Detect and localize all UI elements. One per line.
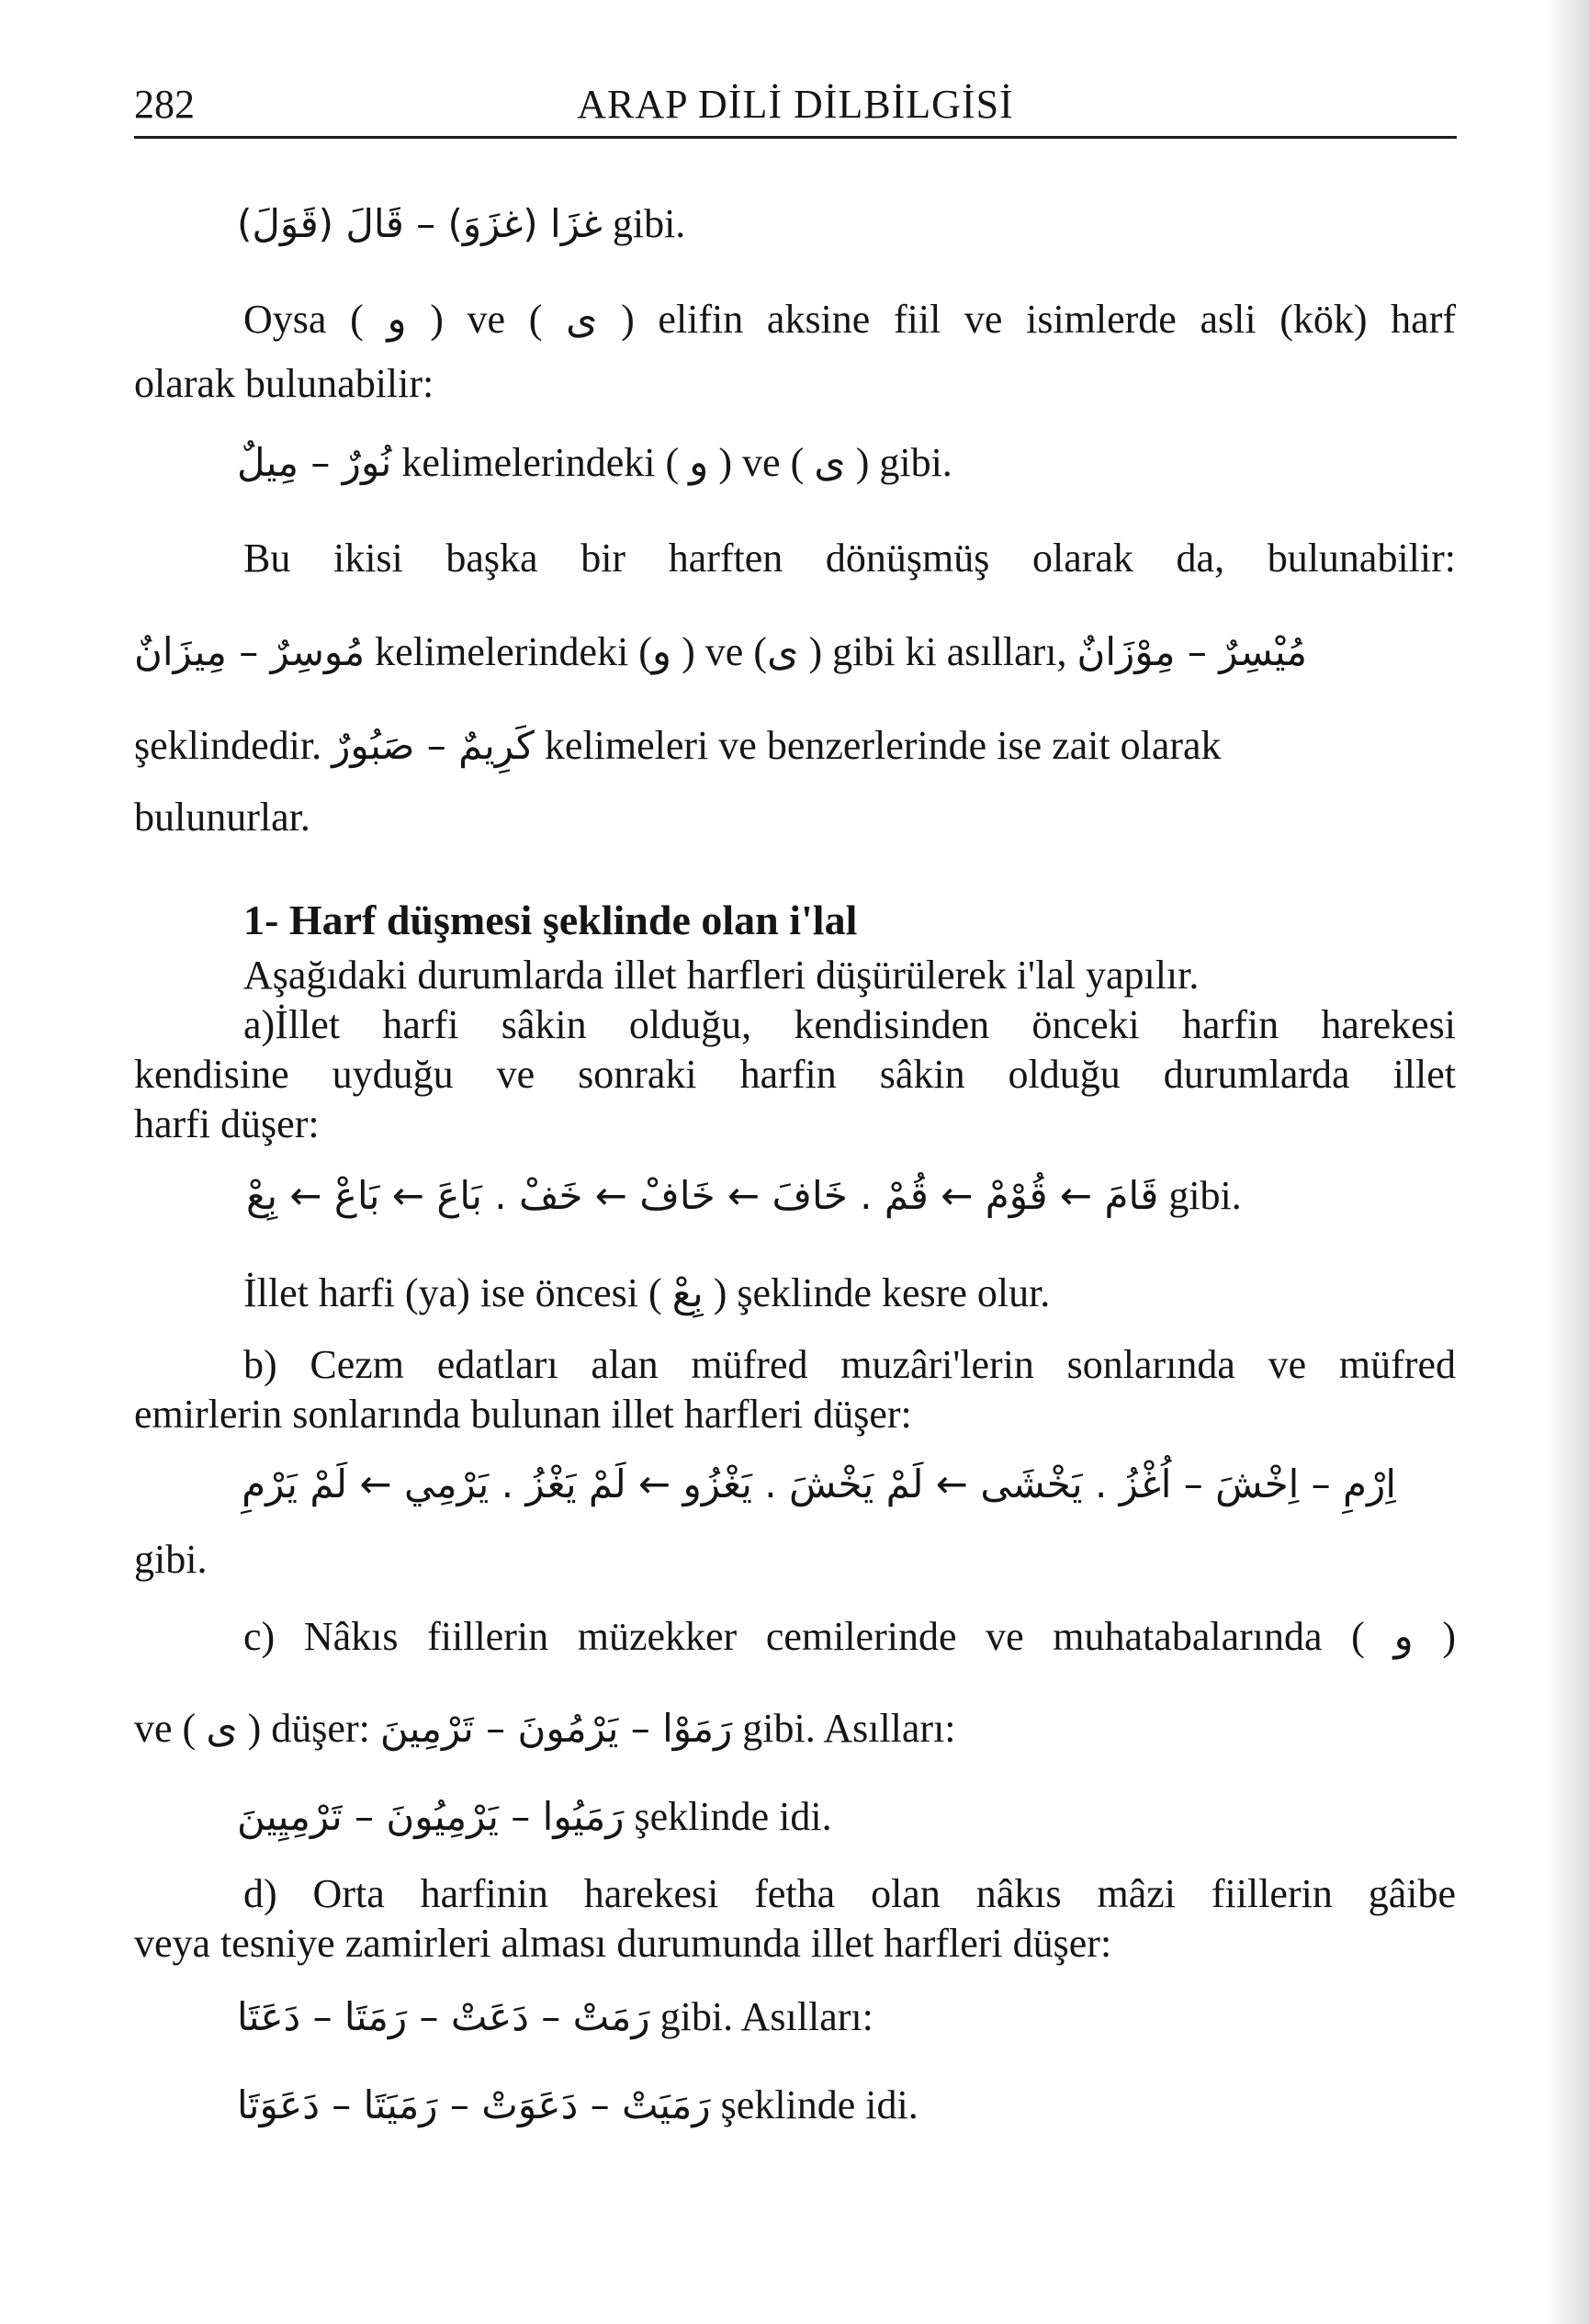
example-line-5 <box>237 1793 832 1841</box>
example-line-2 <box>237 439 952 487</box>
text: ve ( ى ) düşer: <box>134 1706 380 1751</box>
paragraph-line: Bu ikisi başka bir harften dönüşmüş olarak da, bulunabilir: <box>243 536 1456 581</box>
arabic-text: اِرْمِ – اِخْشَ – اُغْزُ . يَخْشَى ← لَمْ يَخْشَ . يَغْزُو ← لَمْ يَغْزُ . يَرْمِي ← لَمْ يَرْمِ <box>242 1461 1396 1506</box>
text: ) şeklinde kesre olur. <box>703 1270 1051 1315</box>
mixed-line <box>134 1705 956 1753</box>
text: şeklindedir. <box>134 723 322 768</box>
page-number: 282 <box>134 82 195 127</box>
paragraph-line: c) Nâkıs fiillerin müzekker cemilerinde ve muhatabalarında ( و ) <box>243 1614 1456 1659</box>
paragraph-line: a)İllet harfi sâkin olduğu, kendisinden önceki harfin harekesi <box>243 1002 1456 1047</box>
arabic-text: كَرِيمٌ – صَبُورٌ <box>332 723 535 768</box>
arabic-text: رَمَتْ – دَعَتْ – رَمَتَا – دَعَتَا <box>237 1994 650 2039</box>
page-header <box>134 81 1457 141</box>
text: gibi. <box>1158 1173 1242 1218</box>
arabic-text: بِعْ <box>671 1270 704 1315</box>
arabic-text: قَامَ ← قُوْمْ ← قُمْ . خَافَ ← خَافْ ← خَفْ . بَاعَ ← بَاعْ ← بِعْ <box>246 1173 1159 1218</box>
text: kelimeleri ve benzerlerinde ise zait olarak <box>534 723 1222 768</box>
header-rule <box>134 136 1457 139</box>
paragraph-line: emirlerin sonlarında bulunan illet harfleri düşer: <box>134 1392 912 1437</box>
paragraph-line: b) Cezm edatları alan müfred muzâri'lerin sonlarında ve müfred <box>243 1342 1456 1387</box>
example-line-4 <box>193 1461 1396 1508</box>
arabic-text: نُورٌ – مِيلٌ <box>237 440 392 485</box>
example-line-3 <box>246 1172 1242 1220</box>
text: gibi. Asılları: <box>649 1994 873 2039</box>
section-heading: 1- Harf düşmesi şeklinde olan i'lal <box>243 897 858 943</box>
paragraph-line: olarak bulunabilir: <box>134 361 434 406</box>
example-line-6 <box>237 1993 873 2041</box>
running-title: ARAP DİLİ DİLBİLGİSİ <box>577 82 1014 127</box>
paragraph-line: harfi düşer: <box>134 1101 320 1146</box>
text: kelimelerindeki (و ) ve (ى ) gibi ki asılları, <box>375 629 1067 674</box>
text: şeklinde idi. <box>710 2082 918 2127</box>
arabic-text: رَمَيُوا – يَرْمِيُونَ – تَرْمِيِينَ <box>237 1794 625 1839</box>
text: gibi. <box>602 201 686 246</box>
page-edge-shading <box>1547 0 1589 2324</box>
paragraph-line: veya tesniye zamirleri alması durumunda illet harfleri düşer: <box>134 1921 1112 1966</box>
text: İllet harfi (ya) ise öncesi ( <box>243 1270 672 1315</box>
arabic-text: رَمَوْا – يَرْمُونَ – تَرْمِينَ <box>379 1706 733 1751</box>
arabic-text: رَمَيَتْ – دَعَوَتْ – رَمَيَتَا – دَعَوَتَا <box>237 2082 711 2127</box>
text: kelimelerindeki ( و ) ve ( ى ) gibi. <box>391 440 952 485</box>
paragraph-line: Oysa ( و ) ve ( ى ) elifin aksine fiil ve isimlerde asli (kök) harf <box>243 297 1456 342</box>
paragraph-line: d) Orta harfinin harekesi fetha olan nâkıs mâzi fiillerin gâibe <box>243 1871 1456 1916</box>
paragraph-line: gibi. <box>134 1537 208 1582</box>
text: şeklinde idi. <box>624 1794 832 1839</box>
example-line-7 <box>237 2081 918 2129</box>
mixed-line <box>134 628 1307 676</box>
arabic-text: مُيْسِرٌ – مِوْزَانٌ <box>1076 629 1308 674</box>
text: gibi. Asılları: <box>732 1706 956 1751</box>
paragraph-line: bulunurlar. <box>134 795 310 840</box>
arabic-text: مُوسِرٌ – مِيزَانٌ <box>134 629 366 674</box>
paragraph-line: Aşağıdaki durumlarda illet harfleri düşürülerek i'lal yapılır. <box>243 953 1200 998</box>
paragraph-line: kendisine uyduğu ve sonraki harfin sâkin olduğu durumlarda illet <box>134 1052 1456 1097</box>
example-line-1 <box>237 200 685 248</box>
arabic-text: غزَا (غزَوَ) – قَالَ (قَوَلَ) <box>237 201 603 246</box>
mixed-line <box>134 722 1222 770</box>
mixed-line <box>243 1269 1050 1317</box>
